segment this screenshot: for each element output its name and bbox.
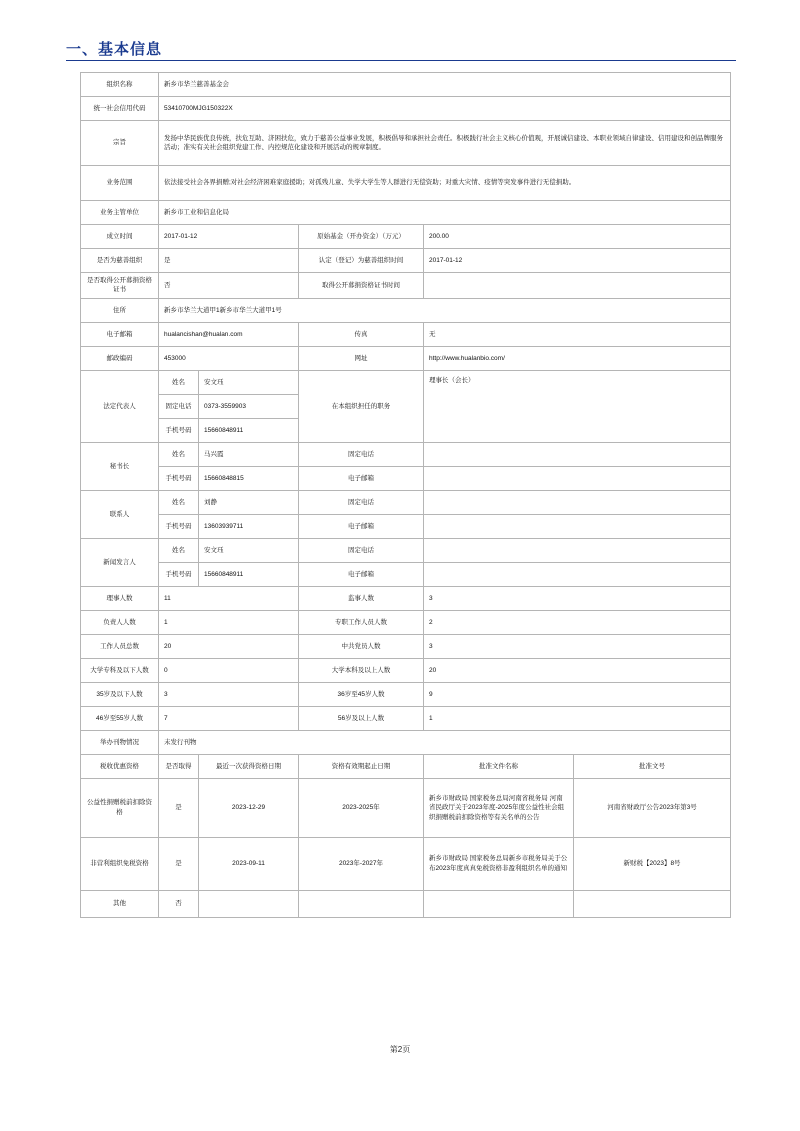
legal-rep-position-label: 在本组织担任的职务 — [299, 370, 424, 442]
tax-valid-until-1: 2023年-2027年 — [299, 837, 424, 890]
tax-obtained-header: 是否取得 — [159, 754, 199, 778]
table-row — [81, 514, 731, 538]
found-date-label: 成立时间 — [81, 225, 159, 249]
tax-approval-number-0: 河南省财政厅公告2023年第3号 — [574, 778, 731, 837]
staff-total-label: 工作人员总数 — [81, 634, 159, 658]
cert-time-value — [424, 273, 731, 299]
table-row — [81, 610, 731, 634]
staff-total-value: 20 — [159, 634, 299, 658]
table-row — [81, 634, 731, 658]
secretary-tel-label: 固定电话 — [299, 442, 424, 466]
spokesman-tel-value — [424, 538, 731, 562]
tax-approval-number-header: 批准文号 — [574, 754, 731, 778]
title-divider — [66, 60, 736, 61]
table-row — [81, 201, 731, 225]
table-row — [81, 225, 731, 249]
spokesman-tel-label: 固定电话 — [299, 538, 424, 562]
tax-approval-number-2 — [574, 890, 731, 917]
table-row — [81, 538, 731, 562]
table-row — [81, 890, 731, 917]
tax-table-header-row — [81, 754, 731, 778]
contact-email-label: 电子邮箱 — [299, 514, 424, 538]
spokesman-mobile-label: 手机号码 — [159, 562, 199, 586]
contact-tel-value — [424, 490, 731, 514]
publication-label: 举办刊物情况 — [81, 730, 159, 754]
spokesman-name-label: 姓名 — [159, 538, 199, 562]
contact-mobile-value: 13603939711 — [199, 514, 299, 538]
supervisors-label: 监事人数 — [299, 586, 424, 610]
tax-approval-name-2 — [424, 890, 574, 917]
age36-45-value: 9 — [424, 682, 731, 706]
spokesman-email-label: 电子邮箱 — [299, 562, 424, 586]
supervisor-unit-label: 业务主管单位 — [81, 201, 159, 225]
tax-approval-name-0: 新乡市财政局 国家税务总局河南省税务局 河南省民政厅关于2023年度-2025年度公益性社会组织捐赠税前扣除资格等有关名单的公告 — [424, 778, 574, 837]
legal-rep-tel-label: 固定电话 — [159, 394, 199, 418]
table-row — [81, 586, 731, 610]
page-footer: 第2页 — [389, 1045, 411, 1054]
table-row — [81, 273, 731, 299]
spokesman-email-value — [424, 562, 731, 586]
table-row — [81, 730, 731, 754]
org-name-label: 组织名称 — [81, 73, 159, 97]
purpose-label: 宗旨 — [81, 121, 159, 166]
tax-valid-until-2 — [299, 890, 424, 917]
legal-rep-name-label: 姓名 — [159, 370, 199, 394]
tax-qualification-1: 非营利组织免税资格 — [81, 837, 159, 890]
contact-label: 联系人 — [81, 490, 159, 538]
table-row — [81, 73, 731, 97]
table-row — [81, 346, 731, 370]
table-row — [81, 121, 731, 166]
tax-obtained-1: 是 — [159, 837, 199, 890]
table-row — [81, 442, 731, 466]
tax-qualification-0: 公益性捐赠税前扣除资格 — [81, 778, 159, 837]
tax-latest-date-1: 2023-09-11 — [199, 837, 299, 890]
contact-name-value: 刘静 — [199, 490, 299, 514]
email-value: hualancishan@hualan.com — [159, 322, 299, 346]
secretary-tel-value — [424, 442, 731, 466]
legal-rep-position-value: 理事长（会长） — [424, 370, 731, 442]
party-member-label: 中共党员人数 — [299, 634, 424, 658]
org-name-value: 新乡市华兰慈善基金会 — [159, 73, 731, 97]
table-row — [81, 370, 731, 394]
tax-latest-date-2 — [199, 890, 299, 917]
directors-value: 11 — [159, 586, 299, 610]
initial-fund-label: 原始基金（开办资金）（万元） — [299, 225, 424, 249]
secretary-email-value — [424, 466, 731, 490]
legal-rep-name-value: 安文珏 — [199, 370, 299, 394]
legal-rep-mobile-label: 手机号码 — [159, 418, 199, 442]
tax-latest-date-header: 最近一次获得资格日期 — [199, 754, 299, 778]
secretary-label: 秘书长 — [81, 442, 159, 490]
table-row — [81, 706, 731, 730]
contact-name-label: 姓名 — [159, 490, 199, 514]
zipcode-label: 邮政编码 — [81, 346, 159, 370]
secretary-mobile-value: 15660848815 — [199, 466, 299, 490]
tax-obtained-2: 否 — [159, 890, 199, 917]
supervisors-value: 3 — [424, 586, 731, 610]
found-date-value: 2017-01-12 — [159, 225, 299, 249]
directors-label: 理事人数 — [81, 586, 159, 610]
table-row — [81, 166, 731, 201]
purpose-value: 发扬中华民族优良传统，扶危互助、济困扶危，致力于慈善公益事业发展，积极倡导和承担社会责任。积极践行社会主义核心价值观，开展诚信建设、本职业领域自律建设、信用建设和创品牌服务活动；准实有关社会组织党建工作、内控规范化建设和开展活动的规章制度。 — [159, 121, 731, 166]
tax-approval-name-1: 新乡市财政局 国家税务总局新乡市税务局关于公布2023年度真真免税资格非盈利组织名单的通知 — [424, 837, 574, 890]
fax-label: 传真 — [299, 322, 424, 346]
table-row — [81, 658, 731, 682]
age46-55-value: 7 — [159, 706, 299, 730]
table-row — [81, 97, 731, 121]
leader-count-label: 负责人人数 — [81, 610, 159, 634]
age46-55-label: 46岁至55岁人数 — [81, 706, 159, 730]
college-label: 大学专科及以下人数 — [81, 658, 159, 682]
initial-fund-value: 200.00 — [424, 225, 731, 249]
tax-approval-name-header: 批准文件名称 — [424, 754, 574, 778]
table-row — [81, 778, 731, 837]
business-scope-value: 依法接受社会各界捐赠;对社会经济困难家庭援助；对孤残儿童、失学大学生等人群进行无偿资助；对重大灾情、疫情等突发事件进行无偿捐助。 — [159, 166, 731, 201]
leader-count-value: 1 — [159, 610, 299, 634]
website-value: http://www.hualanbio.com/ — [424, 346, 731, 370]
fulltime-staff-label: 专职工作人员人数 — [299, 610, 424, 634]
table-row — [81, 682, 731, 706]
credit-code-value: 53410700MJG150322X — [159, 97, 731, 121]
age35-label: 35岁及以下人数 — [81, 682, 159, 706]
legal-rep-label: 法定代表人 — [81, 370, 159, 442]
page-title: 一、基本信息 — [66, 41, 163, 58]
bachelor-label: 大学本科及以上人数 — [299, 658, 424, 682]
party-member-value: 3 — [424, 634, 731, 658]
fax-value: 无 — [424, 322, 731, 346]
tax-valid-until-0: 2023-2025年 — [299, 778, 424, 837]
age56-label: 56岁及以上人数 — [299, 706, 424, 730]
contact-mobile-label: 手机号码 — [159, 514, 199, 538]
table-row — [81, 249, 731, 273]
spokesman-label: 新闻发言人 — [81, 538, 159, 586]
college-value: 0 — [159, 658, 299, 682]
address-value: 新乡市华兰大道甲1新乡市华兰大道甲1号 — [159, 298, 731, 322]
is-charity-value: 是 — [159, 249, 299, 273]
business-scope-label: 业务范围 — [81, 166, 159, 201]
tax-valid-until-header: 资格有效期起止日期 — [299, 754, 424, 778]
bachelor-value: 20 — [424, 658, 731, 682]
tax-approval-number-1: 新财税【2023】8号 — [574, 837, 731, 890]
spokesman-mobile-value: 15660848911 — [199, 562, 299, 586]
age36-45-label: 36岁至45岁人数 — [299, 682, 424, 706]
tax-latest-date-0: 2023-12-29 — [199, 778, 299, 837]
supervisor-unit-value: 新乡市工业和信息化局 — [159, 201, 731, 225]
charity-recognition-value: 2017-01-12 — [424, 249, 731, 273]
fundraising-cert-label: 是否取得公开募捐资格证书 — [81, 273, 159, 299]
spokesman-name-value: 安文珏 — [199, 538, 299, 562]
table-row — [81, 562, 731, 586]
contact-tel-label: 固定电话 — [299, 490, 424, 514]
age56-value: 1 — [424, 706, 731, 730]
email-label: 电子邮箱 — [81, 322, 159, 346]
table-row — [81, 490, 731, 514]
secretary-mobile-label: 手机号码 — [159, 466, 199, 490]
tax-qualification-header: 税收优惠资格 — [81, 754, 159, 778]
table-row — [81, 466, 731, 490]
fundraising-cert-value: 否 — [159, 273, 299, 299]
basic-info-table — [80, 72, 731, 918]
secretary-email-label: 电子邮箱 — [299, 466, 424, 490]
table-row — [81, 322, 731, 346]
age35-value: 3 — [159, 682, 299, 706]
cert-time-label: 取得公开募捐资格证书时间 — [299, 273, 424, 299]
secretary-name-value: 马兴霞 — [199, 442, 299, 466]
tax-qualification-2: 其他 — [81, 890, 159, 917]
fulltime-staff-value: 2 — [424, 610, 731, 634]
website-label: 网址 — [299, 346, 424, 370]
is-charity-label: 是否为慈善组织 — [81, 249, 159, 273]
credit-code-label: 统一社会信用代码 — [81, 97, 159, 121]
publication-value: 未发行刊物 — [159, 730, 731, 754]
legal-rep-mobile-value: 15660848911 — [199, 418, 299, 442]
address-label: 住所 — [81, 298, 159, 322]
table-row — [81, 298, 731, 322]
tax-obtained-0: 是 — [159, 778, 199, 837]
contact-email-value — [424, 514, 731, 538]
secretary-name-label: 姓名 — [159, 442, 199, 466]
charity-recognition-label: 认定（登记）为慈善组织时间 — [299, 249, 424, 273]
zipcode-value: 453000 — [159, 346, 299, 370]
legal-rep-tel-value: 0373-3559903 — [199, 394, 299, 418]
table-row — [81, 837, 731, 890]
